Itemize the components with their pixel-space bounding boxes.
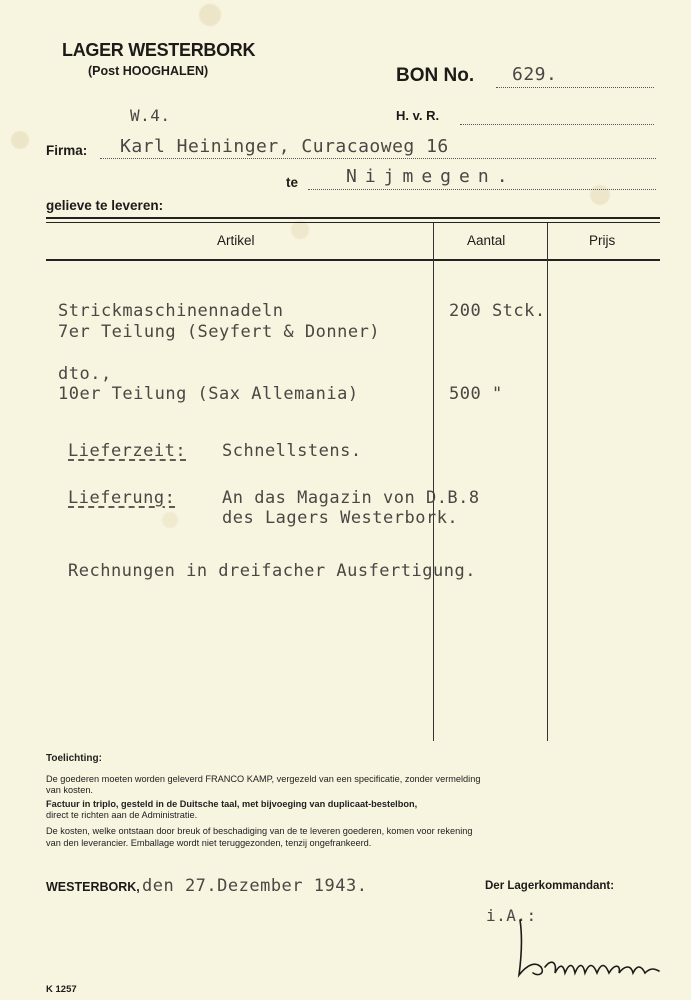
- city-value: Nijmegen.: [346, 166, 516, 187]
- notes-title: Toelichting:: [46, 753, 102, 764]
- city-line: [308, 189, 656, 190]
- document-date: den 27.Dezember 1943.: [142, 876, 368, 896]
- item-1-qty: 200 Stck.: [449, 301, 546, 321]
- col-artikel: Artikel: [217, 233, 255, 248]
- item-2-line-2: 10er Teilung (Sax Allemania): [58, 384, 359, 404]
- deliver-label: gelieve te leveren:: [46, 198, 164, 213]
- notes-p3b: van den leverancier. Emballage wordt niet teruggezonden, tenzij ongefrankeerd.: [46, 838, 372, 848]
- item-2-qty: 500 ": [449, 384, 503, 404]
- te-label: te: [286, 175, 299, 190]
- document-code: W.4.: [130, 106, 171, 125]
- firma-value: Karl Heininger, Curacaoweg 16: [120, 136, 449, 157]
- col-prijs: Prijs: [589, 233, 616, 248]
- item-2-line-1: dto.,: [58, 364, 112, 384]
- place-label: WESTERBORK,: [46, 880, 140, 894]
- item-1-line-1: Strickmaschinennadeln: [58, 301, 284, 321]
- item-1-line-2: 7er Teilung (Seyfert & Donner): [58, 322, 381, 342]
- bon-number: 629.: [512, 64, 558, 85]
- firma-line: [100, 158, 656, 159]
- lieferung-line-1: An das Magazin von D.B.8: [222, 488, 480, 508]
- camp-post: (Post HOOGHALEN): [88, 64, 209, 78]
- commander-label: Der Lagerkommandant:: [485, 880, 615, 892]
- table-divider-2: [547, 223, 548, 741]
- ia-label: i.A.:: [486, 906, 537, 925]
- camp-name: LAGER WESTERBORK: [62, 40, 256, 60]
- hvr-line: [460, 124, 654, 125]
- lieferung-line-2: des Lagers Westerbork.: [222, 508, 459, 528]
- lieferung-label: Lieferung:: [68, 488, 176, 508]
- bon-label: BON No.: [396, 65, 475, 86]
- notes-p1b: van kosten.: [46, 785, 93, 795]
- table-header-rule: [46, 259, 660, 261]
- notes-p3a: De kosten, welke ontstaan door breuk of beschadiging van de te leveren goederen, komen voor rekening: [46, 826, 473, 836]
- lieferzeit-value: Schnellstens.: [222, 441, 362, 461]
- table-divider-1: [433, 223, 434, 741]
- notes-p2b: direct te richten aan de Administratie.: [46, 810, 198, 820]
- lieferzeit-label: Lieferzeit:: [68, 441, 187, 461]
- firma-label: Firma:: [46, 143, 88, 158]
- table-top-rule-thick: [46, 217, 660, 219]
- hvr-label: H. v. R.: [396, 108, 440, 123]
- notes-p1a: De goederen moeten worden geleverd FRANCO KAMP, vergezeld van een specificatie, zonder vermelding: [46, 774, 481, 784]
- bon-number-line: [496, 87, 654, 88]
- signature: [505, 915, 675, 985]
- col-aantal: Aantal: [467, 233, 506, 248]
- table-top-rule-thin: [46, 222, 660, 223]
- form-code: K 1257: [46, 984, 77, 995]
- notes-p2a: Factuur in triplo, gesteld in de Duitsche taal, met bijvoeging van duplicaat-bestelbon,: [46, 799, 418, 809]
- rechnungen-note: Rechnungen in dreifacher Ausfertigung.: [68, 561, 476, 581]
